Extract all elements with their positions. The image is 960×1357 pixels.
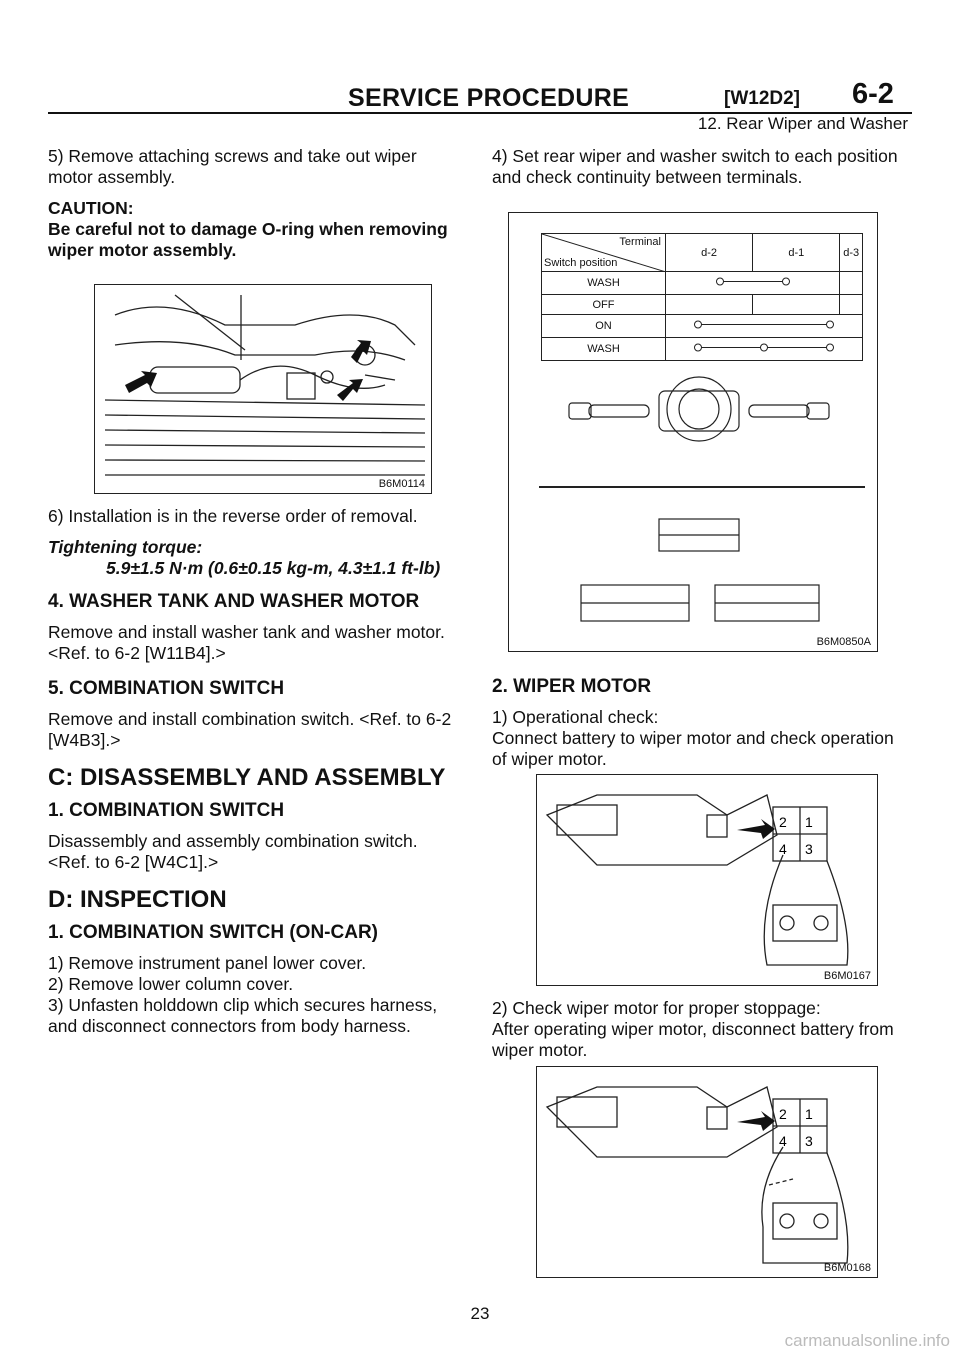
continuity-line — [688, 272, 818, 291]
inspect-step-2: 2) Remove lower column cover. — [48, 974, 294, 994]
svg-text:1: 1 — [805, 1106, 813, 1122]
combo-switch-2-text: Disassembly and assembly combination switch. <Ref. to 6-2 [W4C1].> — [48, 831, 418, 872]
row-label: OFF — [542, 295, 666, 315]
step-4: 4) Set rear wiper and washer switch to each position and check continuity between terminals. — [492, 146, 898, 187]
wiper-step-1-text: Connect battery to wiper motor and check operation of wiper motor. — [492, 728, 894, 769]
figure-caption: B6M0114 — [378, 478, 425, 490]
right-column — [492, 146, 912, 188]
step-6: 6) Installation is in the reverse order of removal. — [48, 506, 418, 526]
watermark[interactable]: carmanualsonline.info — [784, 1331, 950, 1350]
continuity-cell — [666, 315, 863, 338]
heading-combo-switch-3: 1. COMBINATION SWITCH (ON-CAR) — [48, 922, 379, 943]
wiper-battery-wiring-1 — [537, 775, 877, 985]
left-column-lower — [48, 506, 462, 1037]
header-title: SERVICE PROCEDURE — [348, 84, 630, 112]
heading-inspection: D: INSPECTION — [48, 886, 227, 913]
row-label: WASH — [542, 272, 666, 295]
svg-text:3: 3 — [805, 1133, 813, 1149]
svg-text:4: 4 — [779, 841, 787, 857]
continuity-cell — [666, 272, 840, 295]
torque-value: 5.9±1.5 N·m (0.6±0.15 kg-m, 4.3±1.1 ft-lb) — [106, 558, 441, 578]
svg-text:4: 4 — [779, 1133, 787, 1149]
heading-combo-switch-2: 1. COMBINATION SWITCH — [48, 800, 285, 821]
continuity-line — [666, 338, 862, 357]
right-column-stoppage — [492, 998, 912, 1061]
figure-switch-continuity — [508, 212, 878, 652]
continuity-cell — [666, 338, 863, 361]
page-number: 23 — [470, 1304, 490, 1323]
header-section: 6-2 — [852, 78, 894, 110]
col-header: d-3 — [840, 234, 863, 272]
svg-text:2: 2 — [779, 814, 787, 830]
table-corner-cell — [542, 234, 666, 272]
header-code: [W12D2] — [724, 88, 801, 109]
switch-position-label: Switch position — [544, 257, 618, 269]
wiper-step-1-title: 1) Operational check: — [492, 707, 659, 727]
combo-switch-text: Remove and install combination switch. <Ref. to 6-2 [W4B3].> — [48, 709, 452, 750]
svg-text:1: 1 — [805, 814, 813, 830]
continuity-table — [541, 233, 863, 361]
washer-text: Remove and install washer tank and washer motor. <Ref. to 6-2 [W11B4].> — [48, 622, 445, 663]
right-column-wiper — [492, 676, 912, 770]
caution-label: CAUTION: — [48, 198, 134, 218]
figure-wiper-operation — [536, 774, 878, 986]
wiper-step-2-title: 2) Check wiper motor for proper stoppage: — [492, 998, 821, 1018]
heading-disassembly: C: DISASSEMBLY AND ASSEMBLY — [48, 764, 446, 791]
left-column — [48, 146, 462, 261]
row-label: WASH — [542, 338, 666, 361]
col-header: d-1 — [753, 234, 840, 272]
figure-wiper-motor-removal — [94, 284, 432, 494]
header-subtitle: 12. Rear Wiper and Washer — [697, 114, 908, 133]
figure-caption: B6M0850A — [816, 636, 871, 648]
inspect-step-3: 3) Unfasten holddown clip which secures harness, and disconnect connectors from body harness. — [48, 995, 438, 1036]
torque-label: Tightening torque: — [48, 537, 203, 557]
row-label: ON — [542, 315, 666, 338]
svg-text:2: 2 — [779, 1106, 787, 1122]
heading-washer: 4. WASHER TANK AND WASHER MOTOR — [48, 591, 420, 612]
col-header: d-2 — [666, 234, 753, 272]
wiper-battery-wiring-2 — [537, 1067, 877, 1277]
combination-switch-illustration — [509, 363, 877, 633]
heading-combo-switch: 5. COMBINATION SWITCH — [48, 678, 285, 699]
wiper-step-2-text: After operating wiper motor, disconnect battery from wiper motor. — [492, 1019, 894, 1060]
svg-text:3: 3 — [805, 841, 813, 857]
continuity-line — [666, 315, 862, 334]
inspect-step-1: 1) Remove instrument panel lower cover. — [48, 953, 367, 973]
heading-wiper-motor: 2. WIPER MOTOR — [492, 676, 652, 697]
step-5: 5) Remove attaching screws and take out wiper motor assembly. — [48, 146, 417, 187]
terminal-label: Terminal — [619, 236, 661, 248]
caution-text: Be careful not to damage O-ring when removing wiper motor assembly. — [48, 219, 448, 260]
figure-caption: B6M0168 — [823, 1262, 871, 1274]
wiper-motor-illustration — [95, 285, 431, 493]
figure-wiper-stoppage — [536, 1066, 878, 1278]
figure-caption: B6M0167 — [823, 970, 871, 982]
